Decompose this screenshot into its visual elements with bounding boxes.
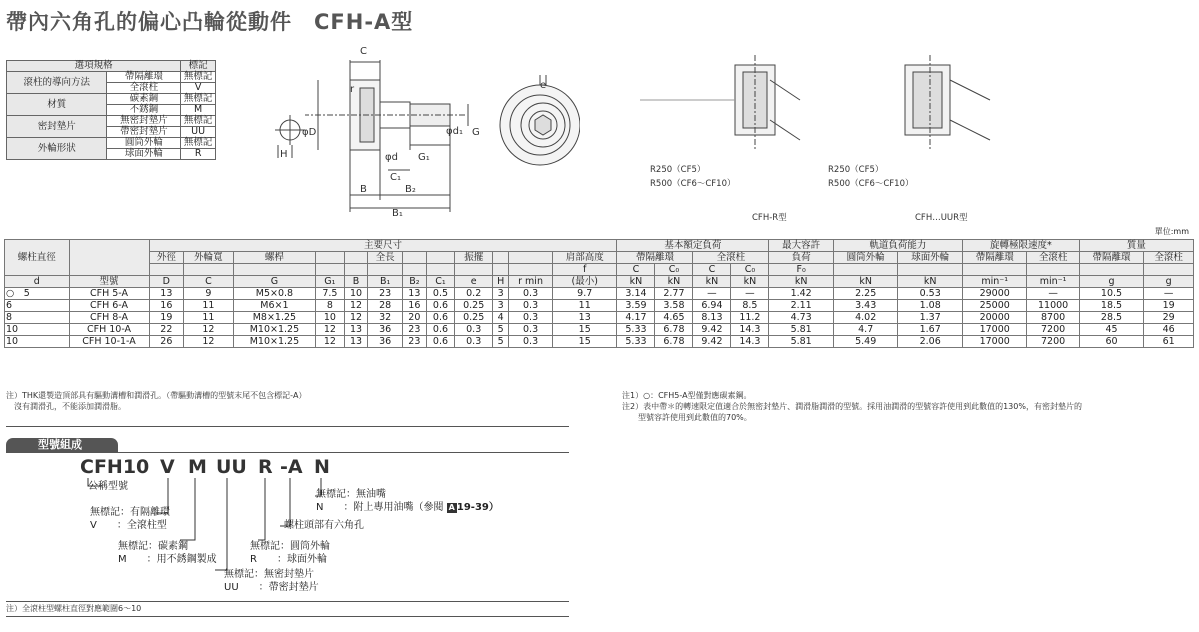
table-cell: 0.6	[426, 336, 454, 348]
spec-option: 全滾柱	[107, 83, 181, 94]
table-cell: 5	[493, 336, 509, 348]
dim-label-C: C	[360, 46, 367, 57]
table-cell: 0.3	[455, 324, 493, 336]
table-cell: —	[693, 288, 731, 300]
table-cell: 20	[402, 312, 426, 324]
th-basic-load: 基本額定負荷	[617, 240, 769, 252]
variant-r-label: R500（CF6〜CF10）	[650, 179, 736, 189]
spec-option: 無密封墊片	[107, 116, 181, 127]
table-cell: 28	[368, 300, 403, 312]
table-cell: 18.5	[1079, 300, 1144, 312]
table-cell: 12	[184, 324, 234, 336]
table-cell: 4.17	[617, 312, 655, 324]
divider	[6, 452, 569, 453]
spec-option: 球面外輪	[107, 149, 181, 160]
table-cell: 7200	[1027, 336, 1079, 348]
th-thread: 螺桿	[233, 252, 315, 264]
spec-option: 帶密封墊片	[107, 127, 181, 138]
th-unit: kN	[731, 276, 769, 288]
spec-mark: 無標記	[181, 94, 216, 105]
table-cell: 25000	[962, 300, 1027, 312]
table-cell: 14.3	[731, 324, 769, 336]
note-line: 注）THK還製造頂部具有驅動溝槽和潤滑孔。（帶驅動溝槽的型號末尾不包含標記-A）	[6, 391, 307, 400]
dim-label-B2: B₂	[405, 184, 416, 195]
code-desc: 無標記：無油嘴	[316, 489, 386, 500]
code-part-n: N	[314, 456, 330, 478]
note-line: 注2）表中帶＊的轉速限定值適合於無密封墊片、潤滑脂潤滑的型號。採用油潤滑的型號容許使用到此數值的130%，有密封墊片的	[622, 402, 1082, 411]
table-cell: 10	[316, 312, 344, 324]
table-cell: 0.3	[509, 312, 553, 324]
table-cell: 29000	[962, 288, 1027, 300]
table-cell: CFH 5-A	[69, 288, 149, 300]
table-cell: 3	[493, 300, 509, 312]
table-cell: 26	[149, 336, 184, 348]
table-cell: CFH 8-A	[69, 312, 149, 324]
table-cell: 23	[402, 324, 426, 336]
th-swing: 振擺	[455, 252, 493, 264]
th-unit: kN	[655, 276, 693, 288]
variant-r-label: R250（CF5）	[650, 165, 706, 175]
page-title: 帶內六角孔的偏心凸輪從動件 CFH-A型	[6, 10, 414, 34]
table-cell: 2.25	[833, 288, 898, 300]
th-sym: C	[184, 276, 234, 288]
th-unit: kN	[898, 276, 963, 288]
th-sym: B₁	[368, 276, 403, 288]
table-cell: CFH 6-A	[69, 300, 149, 312]
table-row	[5, 312, 1194, 324]
table-cell: 8700	[1027, 312, 1079, 324]
table-cell: 19	[1144, 300, 1194, 312]
table-cell: 0.3	[455, 336, 493, 348]
table-cell: 0.6	[426, 300, 454, 312]
table-cell: 17000	[962, 324, 1027, 336]
divider	[6, 601, 569, 602]
spec-group: 滾柱的導向方法	[7, 72, 107, 94]
table-cell: 17000	[962, 336, 1027, 348]
th-main-dims: 主要尺寸	[149, 240, 617, 252]
th-sym: G₁	[316, 276, 344, 288]
table-cell: 22	[149, 324, 184, 336]
spec-group: 外輪形狀	[7, 138, 107, 160]
table-row	[5, 288, 1194, 300]
table-cell: 2.77	[655, 288, 693, 300]
table-cell: 45	[1079, 324, 1144, 336]
table-row	[5, 300, 1194, 312]
table-cell: 23	[368, 288, 403, 300]
code-desc: R ：球面外輪	[250, 554, 327, 565]
divider	[6, 426, 569, 427]
table-cell: 8.13	[693, 312, 731, 324]
spec-option: 碳素鋼	[107, 94, 181, 105]
table-cell: 36	[368, 336, 403, 348]
option-spec-table	[6, 60, 216, 160]
th-sym: C₀	[655, 264, 693, 276]
table-cell: 4.65	[655, 312, 693, 324]
th-unit: g	[1079, 276, 1144, 288]
table-cell: 0.6	[426, 312, 454, 324]
table-cell: 23	[402, 336, 426, 348]
table-cell: M10×1.25	[233, 324, 315, 336]
th-full3: 全滾柱	[1144, 252, 1194, 264]
table-cell: M5×0.8	[233, 288, 315, 300]
th-sym: H	[493, 276, 509, 288]
variant-r-label: R500（CF6〜CF10）	[828, 179, 914, 189]
dim-label-B1: B₁	[392, 208, 403, 219]
dim-label-B: B	[360, 184, 367, 195]
table-cell: 9.42	[693, 336, 731, 348]
table-cell: 0.3	[509, 324, 553, 336]
spec-mark: 無標記	[181, 116, 216, 127]
note-line: 沒有潤滑孔，不能添加潤滑脂。	[6, 402, 126, 411]
th-shoulder: 肩部高度	[552, 252, 617, 264]
dim-label-d1: φd₁	[446, 126, 463, 137]
model-code-badge: 型號組成	[6, 438, 118, 452]
table-cell: M8×1.25	[233, 312, 315, 324]
table-cell: —	[1144, 288, 1194, 300]
table-cell: 1.67	[898, 324, 963, 336]
th-sym: C	[693, 264, 731, 276]
ref-mark-icon: A	[448, 503, 455, 512]
th-sym: r min	[509, 276, 553, 288]
code-desc-ref	[316, 501, 499, 514]
th-width: 外輪寬	[184, 252, 234, 264]
table-cell: 9.42	[693, 324, 731, 336]
table-cell: 0.25	[455, 312, 493, 324]
th-cage2: 帶隔離環	[962, 252, 1027, 264]
table-cell: 0.2	[455, 288, 493, 300]
table-cell: 13	[344, 324, 368, 336]
table-cell: 0.53	[898, 288, 963, 300]
th-cage: 帶隔離環	[617, 252, 693, 264]
code-part-base: CFH10	[80, 456, 150, 478]
variant-caption: CFH…UUR型	[915, 213, 968, 223]
th-unit: min⁻¹	[1027, 276, 1079, 288]
table-row	[5, 324, 1194, 336]
th-total: 全長	[368, 252, 403, 264]
table-cell: 46	[1144, 324, 1194, 336]
table-cell: 11	[552, 300, 617, 312]
table-cell: ○ 5	[5, 288, 70, 300]
table-cell: 2.11	[769, 300, 834, 312]
spec-option: 不銹鋼	[107, 105, 181, 116]
th-full: 全滾柱	[693, 252, 769, 264]
table-cell: 8	[5, 312, 70, 324]
table-cell: 10	[344, 288, 368, 300]
table-cell: 0.3	[509, 300, 553, 312]
th-sym: B	[344, 276, 368, 288]
code-part-a: -A	[280, 456, 303, 478]
th-unit: kN	[617, 276, 655, 288]
variant-drawings	[640, 40, 1060, 230]
th-sym: e	[455, 276, 493, 288]
th-sym: C₁	[426, 276, 454, 288]
table-cell: 9	[184, 288, 234, 300]
th-unit: kN	[693, 276, 731, 288]
th-track-load: 軌道負荷能力	[833, 240, 962, 252]
table-cell: 15	[552, 324, 617, 336]
table-cell: 8	[316, 300, 344, 312]
table-cell: 6	[5, 300, 70, 312]
dim-label-r: r	[350, 84, 355, 95]
table-cell: 6.78	[655, 324, 693, 336]
th-bolt-diameter: 螺柱直徑	[5, 240, 70, 276]
table-cell: M10×1.25	[233, 336, 315, 348]
table-cell: 4.7	[833, 324, 898, 336]
th-sym: D	[149, 276, 184, 288]
th-sym: 型號	[69, 276, 149, 288]
dimension-table	[4, 239, 1194, 348]
th-sym: G	[233, 276, 315, 288]
variant-caption: CFH-R型	[752, 213, 787, 223]
table-cell: 0.3	[509, 288, 553, 300]
spec-option: 圓筒外輪	[107, 138, 181, 149]
th-sym: F₀	[769, 264, 834, 276]
dim-label-D: φD	[302, 127, 317, 138]
table-cell: 16	[402, 300, 426, 312]
note-line: 注1）○：CFH5-A型僅對應碳素鋼。	[622, 391, 752, 400]
th-unit: g	[1144, 276, 1194, 288]
table-cell: 16	[149, 300, 184, 312]
table-cell: 0.3	[509, 336, 553, 348]
table-cell: 4.02	[833, 312, 898, 324]
table-cell: 8.5	[731, 300, 769, 312]
notes-left	[6, 390, 307, 412]
table-cell: 0.5	[426, 288, 454, 300]
code-part-v: V	[160, 456, 175, 478]
table-cell: 13	[552, 312, 617, 324]
table-cell: 7.5	[316, 288, 344, 300]
table-cell: 6.78	[655, 336, 693, 348]
spec-group: 密封墊片	[7, 116, 107, 138]
table-cell: 11	[184, 300, 234, 312]
code-desc: M ：用不銹鋼製成	[118, 554, 217, 565]
th-sym: C₀	[731, 264, 769, 276]
th-f: f	[552, 264, 617, 276]
th-unit: kN	[833, 276, 898, 288]
code-desc: 螺柱頭部有六角孔	[284, 520, 364, 531]
table-cell: 20000	[962, 312, 1027, 324]
code-desc: 無標記：有隔離環	[90, 507, 170, 518]
table-cell: 13	[149, 288, 184, 300]
th-max-load: 最大容許	[769, 240, 834, 252]
th-sym: B₂	[402, 276, 426, 288]
table-cell: 5.49	[833, 336, 898, 348]
table-cell: 11000	[1027, 300, 1079, 312]
spec-mark: UU	[181, 127, 216, 138]
code-desc: UU ：帶密封墊片	[224, 582, 319, 593]
table-cell: 4.73	[769, 312, 834, 324]
th-sym: (最小)	[552, 276, 617, 288]
table-cell: 4	[493, 312, 509, 324]
table-cell: 1.42	[769, 288, 834, 300]
notes-right	[622, 390, 1192, 423]
table-cell: 0.6	[426, 324, 454, 336]
table-cell: 10	[5, 336, 70, 348]
dimension-drawing	[250, 40, 580, 220]
code-footnote: 注）全滾柱型螺柱直徑對應範圍6〜10	[6, 604, 142, 613]
spec-option: 帶隔離環	[107, 72, 181, 83]
code-part-m: M	[188, 456, 207, 478]
table-cell: 12	[344, 300, 368, 312]
th-full2: 全滾柱	[1027, 252, 1079, 264]
table-cell: 0.25	[455, 300, 493, 312]
table-cell: 3	[493, 288, 509, 300]
spec-mark: M	[181, 105, 216, 116]
dim-label-H: H	[280, 149, 288, 160]
table-cell: 60	[1079, 336, 1144, 348]
table-cell: 1.08	[898, 300, 963, 312]
table-cell: 14.3	[731, 336, 769, 348]
th-sym: d	[5, 276, 70, 288]
spec-mark: 無標記	[181, 138, 216, 149]
table-cell: 5	[493, 324, 509, 336]
table-cell: 7200	[1027, 324, 1079, 336]
th-rot-limit: 旋轉極限速度*	[962, 240, 1079, 252]
table-cell: 3.58	[655, 300, 693, 312]
th-max-load2: 負荷	[769, 252, 834, 264]
table-cell: M6×1	[233, 300, 315, 312]
th-mass: 質量	[1079, 240, 1193, 252]
spec-header-option: 選項規格	[7, 61, 181, 72]
code-desc: 無標記：無密封墊片	[224, 569, 314, 580]
table-cell: 12	[344, 312, 368, 324]
th-cage3: 帶隔離環	[1079, 252, 1144, 264]
table-cell: 19	[149, 312, 184, 324]
table-row	[5, 336, 1194, 348]
divider	[6, 616, 569, 617]
code-desc: 無標記：圓筒外輪	[250, 541, 330, 552]
dim-label-G: G	[472, 127, 480, 138]
spec-mark: 無標記	[181, 72, 216, 83]
table-cell: 12	[316, 324, 344, 336]
table-cell: 6.94	[693, 300, 731, 312]
table-cell: 13	[344, 336, 368, 348]
table-cell: 1.37	[898, 312, 963, 324]
table-cell: 13	[402, 288, 426, 300]
table-cell: 3.43	[833, 300, 898, 312]
variant-r-label: R250（CF5）	[828, 165, 884, 175]
code-part-uu: UU	[216, 456, 247, 478]
table-cell: CFH 10-A	[69, 324, 149, 336]
table-cell: —	[1027, 288, 1079, 300]
table-cell: 5.33	[617, 336, 655, 348]
table-cell: 12	[184, 336, 234, 348]
spec-group: 材質	[7, 94, 107, 116]
dim-label-e: e	[540, 80, 547, 91]
th-cyl: 圓筒外輪	[833, 252, 898, 264]
table-cell: 9.7	[552, 288, 617, 300]
table-cell: 10.5	[1079, 288, 1144, 300]
code-part-r: R	[258, 456, 273, 478]
spec-mark: R	[181, 149, 216, 160]
table-cell: 11.2	[731, 312, 769, 324]
table-cell: 5.33	[617, 324, 655, 336]
dim-label-C1: C₁	[390, 172, 401, 183]
table-cell: 10	[5, 324, 70, 336]
table-cell: 3.59	[617, 300, 655, 312]
table-cell: 28.5	[1079, 312, 1144, 324]
table-cell: —	[731, 288, 769, 300]
table-cell: 36	[368, 324, 403, 336]
table-cell: 29	[1144, 312, 1194, 324]
table-cell: 11	[184, 312, 234, 324]
table-cell: CFH 10-1-A	[69, 336, 149, 348]
table-cell: 15	[552, 336, 617, 348]
th-unit: kN	[769, 276, 834, 288]
dim-label-d: φd	[385, 152, 398, 163]
code-desc: V ：全滾柱型	[90, 520, 167, 531]
spec-mark: V	[181, 83, 216, 94]
code-desc: 公稱型號	[88, 481, 128, 492]
table-cell: 12	[316, 336, 344, 348]
spec-header-mark: 標記	[181, 61, 216, 72]
table-cell: 2.06	[898, 336, 963, 348]
unit-label: 單位:mm	[1154, 227, 1189, 236]
note-line: 型號容許使用到此數值的70%。	[622, 413, 752, 422]
table-cell: 3.14	[617, 288, 655, 300]
th-sym: C	[617, 264, 655, 276]
th-unit: min⁻¹	[962, 276, 1027, 288]
table-cell: 32	[368, 312, 403, 324]
code-desc: 無標記：碳素鋼	[118, 541, 188, 552]
th-outer: 外徑	[149, 252, 184, 264]
table-cell: 5.81	[769, 324, 834, 336]
code-desc: 19-39）	[456, 502, 499, 513]
th-sph: 球面外輪	[898, 252, 963, 264]
dim-label-G1: G₁	[418, 152, 430, 163]
code-desc: N ：附上專用油嘴（參閱	[316, 502, 447, 513]
table-cell: 61	[1144, 336, 1194, 348]
table-cell: 5.81	[769, 336, 834, 348]
